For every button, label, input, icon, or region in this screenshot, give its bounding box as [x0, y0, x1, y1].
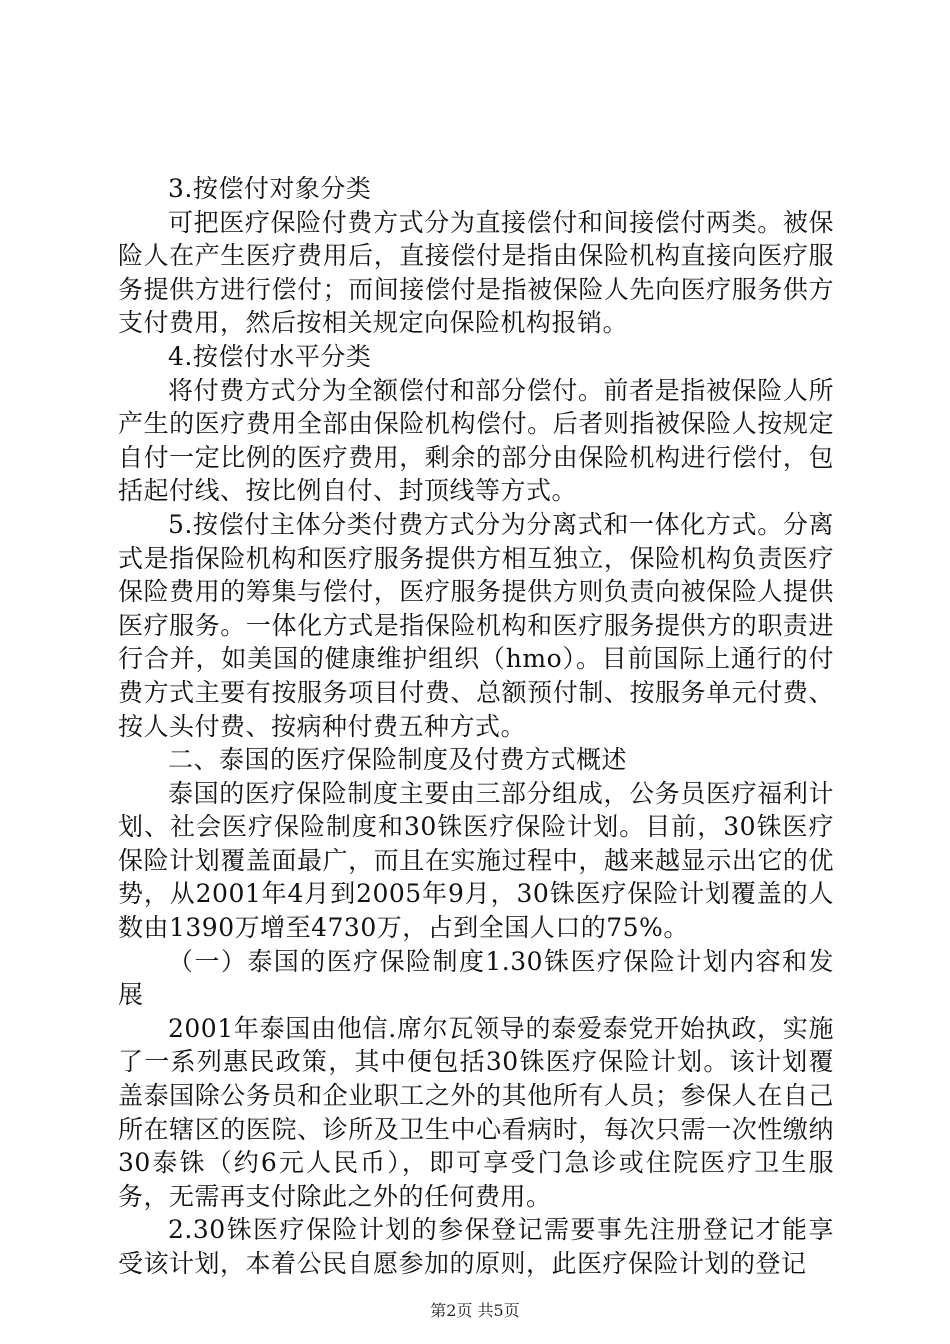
document-body: [118, 172, 834, 1281]
section-heading-30-baht-plan: （一）泰国的医疗保险制度1.30铢医疗保险计划内容和发展: [118, 946, 834, 1010]
section-heading-payment-level: 4.按偿付水平分类: [168, 341, 372, 371]
paragraph-payment-subject: 5.按偿付主体分类付费方式分为分离式和一体化方式。分离式是指保险机构和医疗服务提供方相互独立，保险机构负责医疗保险费用的筹集与偿付，医疗服务提供方则负责向被保险人提供医疗服务。一体化方式是指保险机构和医疗服务提供方的职责进行合并，如美国的健康维护组织（hmo）。目前国际上通行的付费方式主要有按服务项目付费、总额预付制、按服务单元付费、按人头付费、按病种付费五种方式。: [118, 509, 834, 741]
paragraph-direct-indirect-payment: 可把医疗保险付费方式分为直接偿付和间接偿付两类。被保险人在产生医疗费用后，直接偿付是指由保险机构直接向医疗服务提供方进行偿付；而间接偿付是指被保险人先向医疗服务供方支付费用，然后按相关规定向保险机构报销。: [118, 207, 834, 338]
paragraph-thailand-system: 泰国的医疗保险制度主要由三部分组成，公务员医疗福利计划、社会医疗保险制度和30铢医疗保险计划。目前，30铢医疗保险计划覆盖面最广，而且在实施过程中，越来越显示出它的优势，从2001年4月到2005年9月，30铢医疗保险计划覆盖的人数由1390万增至4730万，占到全国人口的75%。: [118, 778, 834, 943]
section-heading-payment-object: 3.按偿付对象分类: [168, 174, 372, 203]
paragraph-registration: 2.30铢医疗保险计划的参保登记需要事先注册登记才能享受该计划，本着公民自愿参加的原则，此医疗保险计划的登记: [118, 1215, 834, 1278]
paragraph-2001-policy: 2001年泰国由他信.席尔瓦领导的泰爱泰党开始执政，实施了一系列惠民政策，其中便包括30铢医疗保险计划。该计划覆盖泰国除公务员和企业职工之外的其他所有人员；参保人在自己所在辖区的医院、诊所及卫生中心看病时，每次只需一次性缴纳30泰铢（约6元人民币），即可享受门急诊或住院医疗卫生服务，无需再支付除此之外的任何费用。: [118, 1013, 834, 1211]
page-number-footer: 第2页 共5页: [430, 1301, 520, 1320]
paragraph-full-partial-payment: 将付费方式分为全额偿付和部分偿付。前者是指被保险人所产生的医疗费用全部由保险机构偿付。后者则指被保险人按规定自付一定比例的医疗费用，剩余的部分由保险机构进行偿付，包括起付线、按比例自付、封顶线等方式。: [118, 375, 834, 506]
section-heading-thailand-overview: 二、泰国的医疗保险制度及付费方式概述: [168, 745, 628, 775]
